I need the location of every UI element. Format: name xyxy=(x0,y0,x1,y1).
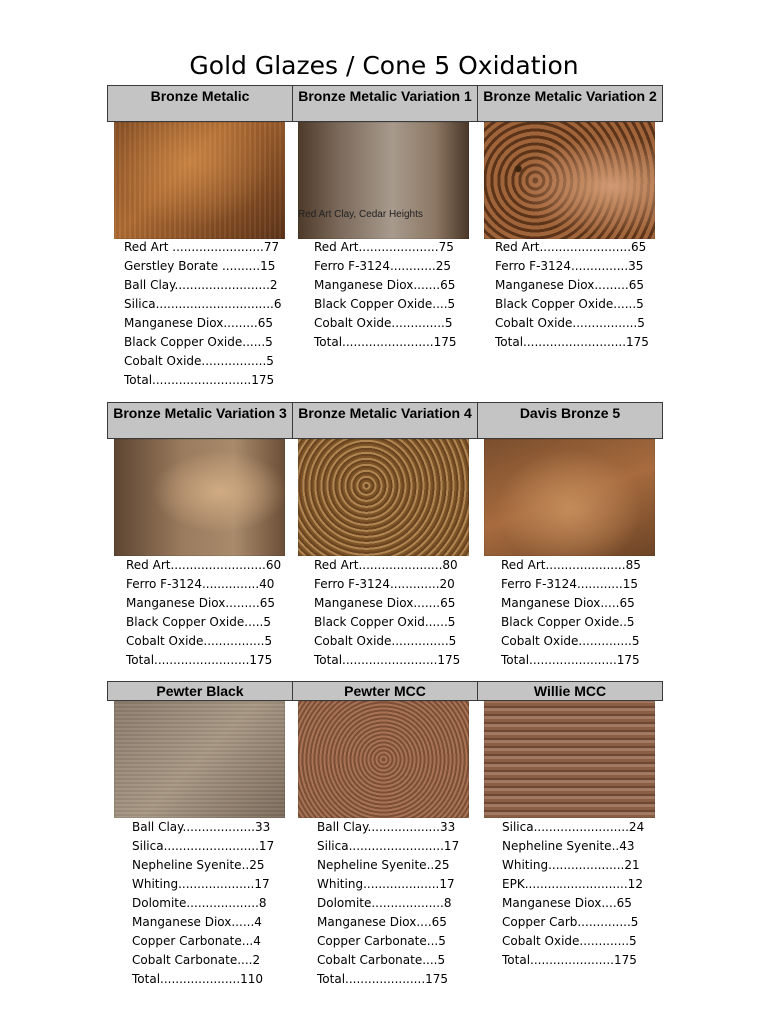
recipe-line: Red Art.....................85 xyxy=(501,558,641,572)
recipe-line: Cobalt Carbonate....5 xyxy=(317,953,446,967)
recipe-line: Nepheline Syenite..43 xyxy=(502,839,635,853)
glaze-swatch-bronze-metalic-variation-4 xyxy=(298,439,469,556)
recipe-line: Whiting....................17 xyxy=(317,877,455,891)
glaze-header-bronze-metalic: Bronze Metalic xyxy=(107,85,293,122)
glaze-swatch-bronze-metalic xyxy=(114,122,285,239)
recipe-list-bronze-metalic-variation-1 xyxy=(314,238,456,352)
recipe-line: Red Art........................65 xyxy=(495,240,647,254)
recipe-list-bronze-metalic-variation-2 xyxy=(495,238,649,352)
recipe-list-pewter-black xyxy=(132,818,274,989)
recipe-line: Silica.........................24 xyxy=(502,820,645,834)
recipe-line: Total..........................175 xyxy=(124,373,275,387)
recipe-line: Silica.........................17 xyxy=(317,839,460,853)
recipe-line: Total.......................175 xyxy=(501,653,640,667)
recipe-line: Red Art......................80 xyxy=(314,558,458,572)
recipe-line: Total.....................110 xyxy=(132,972,264,986)
recipe-line: Cobalt Oxide.................5 xyxy=(495,316,645,330)
recipe-line: Ferro F-3124...............40 xyxy=(126,577,275,591)
swatch-caption: Red Art Clay, Cedar Heights xyxy=(298,209,423,220)
recipe-line: Black Copper Oxide......5 xyxy=(124,335,273,349)
recipe-line: Copper Carb..............5 xyxy=(502,915,639,929)
recipe-line: Manganese Diox.......65 xyxy=(314,278,456,292)
recipe-line: Dolomite...................8 xyxy=(132,896,267,910)
recipe-line: Manganese Diox.......65 xyxy=(314,596,456,610)
recipe-line: Black Copper Oxide......5 xyxy=(495,297,644,311)
recipe-line: Black Copper Oxide.....5 xyxy=(126,615,271,629)
recipe-list-bronze-metalic-variation-3 xyxy=(126,556,281,670)
recipe-line: Cobalt Oxide................5 xyxy=(126,634,273,648)
recipe-line: Manganese Diox.........65 xyxy=(126,596,275,610)
recipe-line: Red Art.....................75 xyxy=(314,240,454,254)
recipe-line: Total......................175 xyxy=(502,953,637,967)
recipe-line: Red Art.........................60 xyxy=(126,558,282,572)
recipe-line: Cobalt Oxide.................5 xyxy=(124,354,274,368)
recipe-list-davis-bronze-5 xyxy=(501,556,641,670)
glaze-swatch-bronze-metalic-variation-3 xyxy=(114,439,285,556)
recipe-line: Ball Clay.........................2 xyxy=(124,278,278,292)
recipe-line: Total.........................175 xyxy=(126,653,273,667)
glaze-header-pewter-black: Pewter Black xyxy=(107,681,293,701)
recipe-line: Cobalt Oxide..............5 xyxy=(314,316,453,330)
recipe-line: Cobalt Carbonate....2 xyxy=(132,953,261,967)
recipe-line: Whiting....................17 xyxy=(132,877,270,891)
recipe-list-bronze-metalic-variation-4 xyxy=(314,556,460,670)
glaze-swatch-bronze-metalic-variation-1 xyxy=(298,122,469,239)
recipe-list-bronze-metalic xyxy=(124,238,281,390)
recipe-line: Manganese Diox....65 xyxy=(502,896,632,910)
recipe-line: Ferro F-3124...............35 xyxy=(495,259,644,273)
recipe-line: Manganese Diox.........65 xyxy=(124,316,273,330)
recipe-list-willie-mcc xyxy=(502,818,644,970)
recipe-list-pewter-mcc xyxy=(317,818,459,989)
recipe-line: Manganese Diox.....65 xyxy=(501,596,635,610)
recipe-line: Cobalt Oxide.............5 xyxy=(502,934,637,948)
recipe-line: Total...........................175 xyxy=(495,335,649,349)
recipe-line: Gerstley Borate ..........15 xyxy=(124,259,276,273)
recipe-line: Whiting....................21 xyxy=(502,858,640,872)
page-title: Gold Glazes / Cone 5 Oxidation xyxy=(189,51,579,80)
recipe-line: Manganese Diox.........65 xyxy=(495,278,644,292)
glaze-swatch-pewter-mcc xyxy=(298,701,469,818)
glaze-header-bronze-metalic-variation-1: Bronze Metalic Variation 1 xyxy=(292,85,478,122)
recipe-line: Red Art ........................77 xyxy=(124,240,280,254)
recipe-line: Silica...............................6 xyxy=(124,297,282,311)
recipe-line: Ferro F-3124.............20 xyxy=(314,577,455,591)
recipe-line: Copper Carbonate...4 xyxy=(132,934,261,948)
recipe-line: Silica.........................17 xyxy=(132,839,275,853)
recipe-line: Cobalt Oxide..............5 xyxy=(501,634,640,648)
recipe-line: Ball Clay...................33 xyxy=(317,820,456,834)
recipe-line: Black Copper Oxide..5 xyxy=(501,615,635,629)
recipe-line: Nepheline Syenite..25 xyxy=(317,858,450,872)
glaze-swatch-pewter-black xyxy=(114,701,285,818)
glaze-header-bronze-metalic-variation-2: Bronze Metalic Variation 2 xyxy=(477,85,663,122)
recipe-line: Total........................175 xyxy=(314,335,457,349)
recipe-line: Total.....................175 xyxy=(317,972,449,986)
recipe-line: Dolomite...................8 xyxy=(317,896,452,910)
glaze-header-davis-bronze-5: Davis Bronze 5 xyxy=(477,402,663,439)
recipe-line: Copper Carbonate...5 xyxy=(317,934,446,948)
recipe-line: Ball Clay...................33 xyxy=(132,820,271,834)
recipe-line: Ferro F-3124............25 xyxy=(314,259,451,273)
recipe-line: Cobalt Oxide...............5 xyxy=(314,634,457,648)
recipe-line: Manganese Diox....65 xyxy=(317,915,447,929)
recipe-line: EPK...........................12 xyxy=(502,877,643,891)
glaze-swatch-davis-bronze-5 xyxy=(484,439,655,556)
glaze-header-willie-mcc: Willie MCC xyxy=(477,681,663,701)
recipe-line: Manganese Diox......4 xyxy=(132,915,262,929)
recipe-line: Black Copper Oxide....5 xyxy=(314,297,456,311)
glaze-header-pewter-mcc: Pewter MCC xyxy=(292,681,478,701)
glaze-header-bronze-metalic-variation-4: Bronze Metalic Variation 4 xyxy=(292,402,478,439)
recipe-line: Ferro F-3124............15 xyxy=(501,577,638,591)
recipe-line: Total.........................175 xyxy=(314,653,461,667)
glaze-header-bronze-metalic-variation-3: Bronze Metalic Variation 3 xyxy=(107,402,293,439)
glaze-swatch-bronze-metalic-variation-2 xyxy=(484,122,655,239)
recipe-line: Nepheline Syenite..25 xyxy=(132,858,265,872)
glaze-swatch-willie-mcc xyxy=(484,701,655,818)
recipe-line: Black Copper Oxid......5 xyxy=(314,615,456,629)
